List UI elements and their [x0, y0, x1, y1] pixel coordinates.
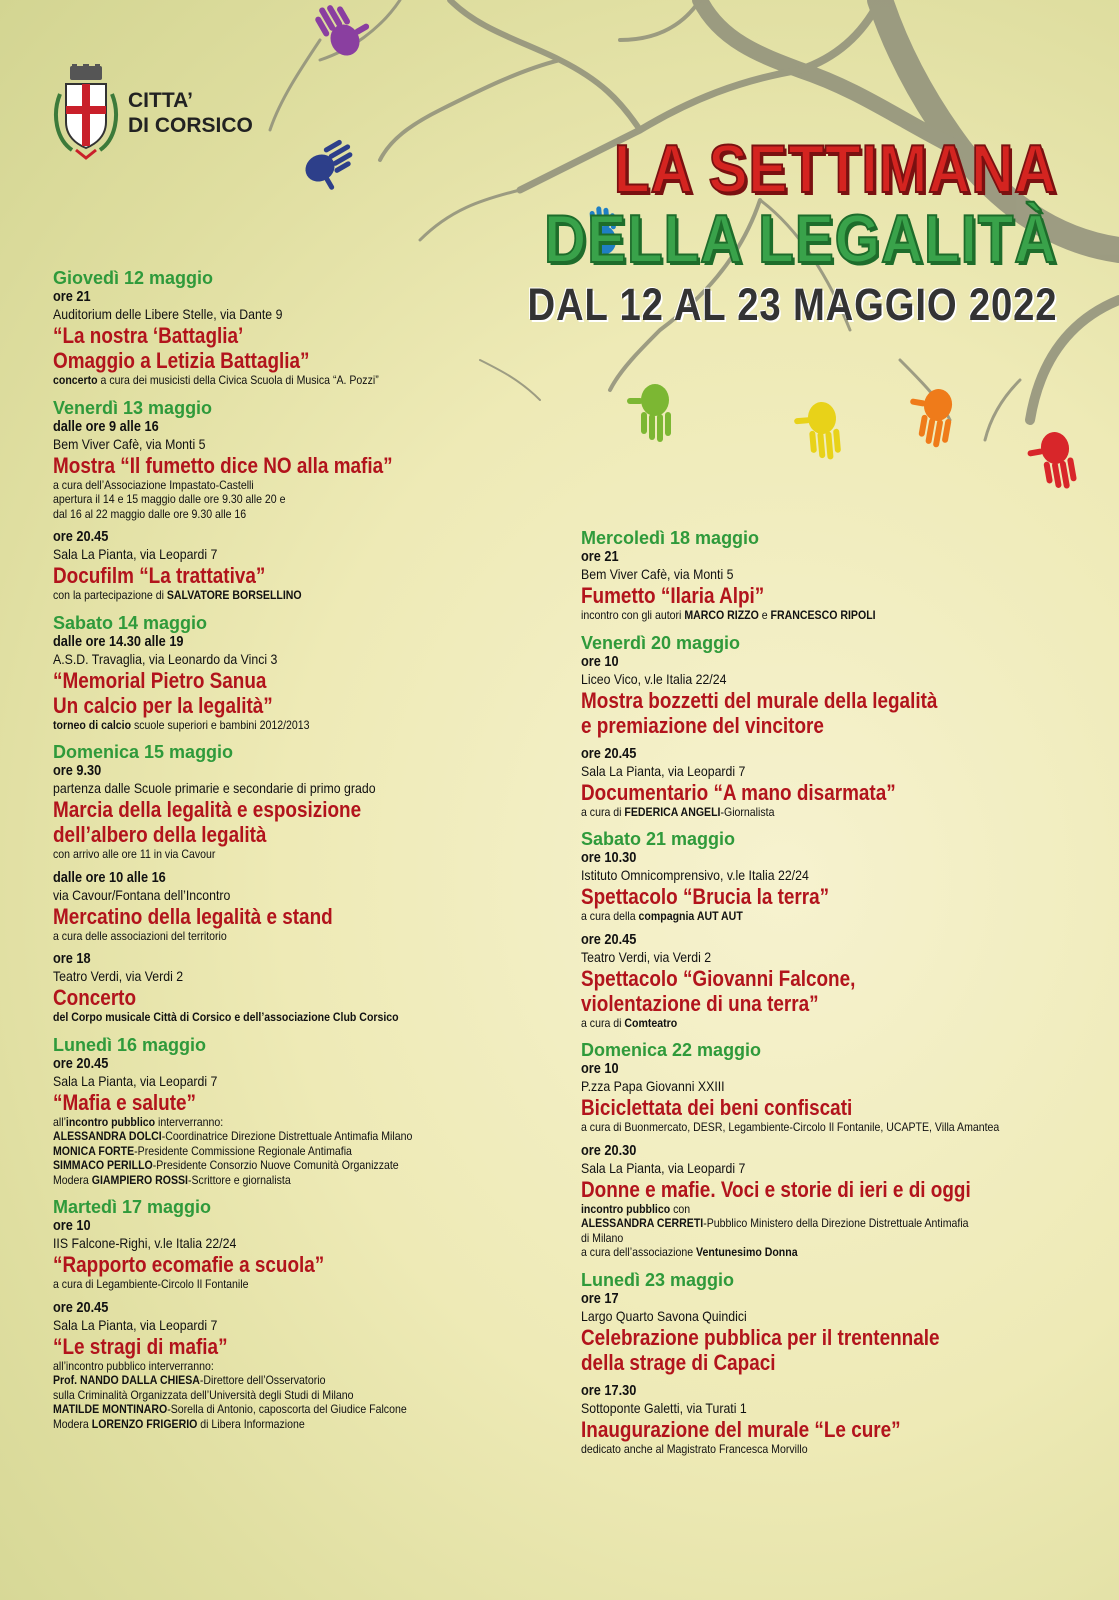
event-title: Spettacolo “Brucia la terra”: [581, 884, 830, 909]
day-block: [53, 742, 573, 1025]
event-place: IIS Falcone-Righi, v.le Italia 22/24: [53, 1235, 237, 1251]
event-time: ore 20.45: [53, 1055, 109, 1072]
event-note: Prof. NANDO DALLA CHIESA-Direttore dell’Osservatorio: [53, 1373, 326, 1387]
event-title: Inaugurazione del murale “Le cure”: [581, 1416, 901, 1442]
event-item: [53, 634, 573, 733]
event-note: Modera LORENZO FRIGERIO di Libera Informazione: [53, 1416, 305, 1431]
event-note: con la partecipazione di SALVATORE BORSELLINO: [53, 588, 302, 602]
day-block: [581, 1040, 1101, 1260]
event-item: [581, 1143, 1101, 1260]
day-title: Sabato 21 maggio: [581, 829, 736, 849]
event-note: Modera GIAMPIERO ROSSI-Scrittore e giornalista: [53, 1172, 291, 1187]
event-time: ore 10.30: [581, 850, 637, 866]
crest-icon: [52, 64, 120, 162]
event-item: [581, 1291, 1101, 1375]
day-title: Lunedì 23 maggio: [581, 1269, 735, 1290]
event-note: torneo di calcio scuole superiori e bambini 2012/2013: [53, 717, 310, 732]
event-place: Bem Viver Cafè, via Monti 5: [53, 435, 206, 452]
event-note: a cura di Comteatro: [581, 1015, 678, 1030]
event-time: dalle ore 14.30 alle 19: [53, 633, 184, 650]
event-title: Concerto: [53, 985, 137, 1010]
day-title: Venerdì 20 maggio: [581, 632, 741, 653]
event-item: [581, 746, 1101, 820]
event-item: [53, 289, 573, 388]
event-note: dedicato anche al Magistrato Francesca Morvillo: [581, 1441, 808, 1456]
title-line-1: LA SETTIMANA: [613, 131, 1057, 207]
event-time: ore 10: [581, 653, 619, 670]
day-title: Sabato 14 maggio: [53, 612, 208, 633]
event-title: Documentario “A mano disarmata”: [581, 779, 896, 805]
day-title: Domenica 15 maggio: [53, 742, 234, 762]
day-block: [581, 633, 1101, 820]
event-note: di Milano: [581, 1230, 624, 1245]
event-note: MATILDE MONTINARO-Sorella di Antonio, caposcorta del Giudice Falcone: [53, 1402, 407, 1416]
event-note: concerto a cura dei musicisti della Civica Scuola di Musica “A. Pozzi”: [53, 373, 379, 387]
event-time: ore 21: [581, 549, 619, 565]
event-note: dal 16 al 22 maggio dalle ore 9.30 alle 16: [53, 506, 247, 521]
event-item: [53, 1056, 573, 1188]
event-title: “Rapporto ecomafie a scuola”: [53, 1252, 325, 1277]
event-title: dell’albero della legalità: [53, 822, 267, 847]
day-block: [53, 1197, 573, 1431]
day-block: [53, 613, 573, 733]
event-title: Mercatino della legalità e stand: [53, 903, 333, 929]
event-place: Sala La Pianta, via Leopardi 7: [581, 762, 746, 779]
event-item: [581, 654, 1101, 738]
event-item: [53, 763, 573, 862]
event-place: Largo Quarto Savona Quindici: [581, 1307, 747, 1324]
event-note: sulla Criminalità Organizzata dell’Università degli Studi di Milano: [53, 1387, 354, 1402]
event-title: “Memorial Pietro Sanua: [53, 667, 267, 693]
day-block: [581, 829, 1101, 1030]
event-place: Auditorium delle Libere Stelle, via Dante 9: [53, 306, 283, 322]
event-title: Spettacolo “Giovanni Falcone,: [581, 965, 856, 991]
event-title: Biciclettata dei beni confiscati: [581, 1095, 853, 1120]
event-place: Istituto Omnicomprensivo, v.le Italia 22/24: [581, 867, 809, 883]
event-note: a cura di Buonmercato, DESR, Legambiente-Circolo Il Fontanile, UCAPTE, Villa Amantea: [581, 1120, 1000, 1134]
event-note: a cura della compagnia AUT AUT: [581, 909, 743, 923]
event-title: Omaggio a Letizia Battaglia”: [53, 348, 310, 373]
event-note: SIMMACO PERILLO-Presidente Consorzio Nuove Comunità Organizzate: [53, 1158, 399, 1172]
day-block: [53, 398, 573, 603]
event-time: ore 20.45: [581, 745, 637, 762]
event-title: Mostra bozzetti del murale della legalità: [581, 687, 938, 713]
event-item: [581, 932, 1101, 1031]
event-time: ore 20.30: [581, 1142, 637, 1159]
day-title: Venerdì 13 maggio: [53, 397, 213, 418]
event-note: con arrivo alle ore 11 in via Cavour: [53, 847, 216, 861]
event-item: [53, 870, 573, 944]
event-time: ore 17.30: [581, 1382, 637, 1399]
event-note: all’incontro pubblico interverranno:: [53, 1114, 224, 1129]
city-name-line2: DI CORSICO: [128, 114, 253, 137]
event-item: [53, 419, 573, 522]
event-time: ore 20.45: [53, 529, 109, 545]
event-title: Marcia della legalità e esposizione: [53, 797, 362, 822]
event-note: incontro pubblico con: [581, 1201, 691, 1216]
event-time: ore 20.45: [53, 1299, 109, 1316]
event-title: e premiazione del vincitore: [581, 712, 824, 738]
day-block: [581, 1270, 1101, 1457]
event-place: Sala La Pianta, via Leopardi 7: [53, 546, 218, 562]
day-title: Mercoledì 18 maggio: [581, 528, 760, 548]
event-time: ore 10: [581, 1061, 619, 1077]
event-item: [581, 549, 1101, 623]
city-logo: [52, 64, 253, 162]
day-block: [53, 1035, 573, 1188]
event-title: “Mafia e salute”: [53, 1089, 197, 1115]
event-time: ore 21: [53, 289, 91, 305]
event-note: apertura il 14 e 15 maggio dalle ore 9.30 alle 20 e: [53, 492, 286, 506]
event-item: [581, 1061, 1101, 1135]
event-title: Celebrazione pubblica per il trentennale: [581, 1324, 940, 1350]
city-name-line1: CITTA’: [128, 89, 193, 112]
event-place: Liceo Vico, v.le Italia 22/24: [581, 670, 727, 687]
event-title: Docufilm “La trattativa”: [53, 563, 266, 588]
event-time: ore 9.30: [53, 763, 102, 779]
event-place: Bem Viver Cafè, via Monti 5: [581, 566, 734, 582]
event-time: ore 18: [53, 951, 91, 967]
event-place: Sala La Pianta, via Leopardi 7: [581, 1159, 746, 1176]
event-time: dalle ore 10 alle 16: [53, 869, 166, 886]
event-note: incontro con gli autori MARCO RIZZO e FRANCESCO RIPOLI: [581, 608, 876, 622]
event-title: violentazione di una terra”: [581, 990, 819, 1016]
event-title: Donne e mafie. Voci e storie di ieri e di oggi: [581, 1176, 971, 1202]
day-title: Giovedì 12 maggio: [53, 268, 214, 288]
event-place: Teatro Verdi, via Verdi 2: [581, 948, 712, 965]
event-title: “La nostra ‘Battaglia’: [53, 323, 244, 348]
event-time: ore 17: [581, 1290, 619, 1307]
day-title: Lunedì 16 maggio: [53, 1034, 207, 1055]
event-time: ore 20.45: [581, 931, 637, 948]
event-note: MONICA FORTE-Presidente Commissione Regionale Antimafia: [53, 1143, 352, 1158]
schedule-left-column: [53, 268, 573, 1441]
event-place: A.S.D. Travaglia, via Leonardo da Vinci 3: [53, 650, 278, 667]
event-item: [53, 1218, 573, 1292]
title-line-2: DELLA LEGALITÀ: [543, 201, 1057, 277]
event-note: a cura delle associazioni del territorio: [53, 928, 227, 943]
event-title: Fumetto “Ilaria Alpi”: [581, 583, 765, 608]
schedule-right-column: [581, 528, 1101, 1466]
event-note: ALESSANDRA DOLCI-Coordinatrice Direzione Distrettuale Antimafia Milano: [53, 1129, 413, 1143]
event-place: P.zza Papa Giovanni XXIII: [581, 1078, 725, 1094]
event-item: [53, 529, 573, 603]
event-title: Un calcio per la legalità”: [53, 692, 273, 718]
event-item: [53, 951, 573, 1025]
day-block: [581, 528, 1101, 623]
event-time: dalle ore 9 alle 16: [53, 418, 159, 435]
day-title: Martedì 17 maggio: [53, 1197, 212, 1217]
event-time: ore 10: [53, 1218, 91, 1234]
event-note: a cura di Legambiente-Circolo Il Fontanile: [53, 1277, 249, 1291]
event-place: partenza dalle Scuole primarie e secondarie di primo grado: [53, 780, 376, 796]
day-block: [53, 268, 573, 388]
event-item: [581, 850, 1101, 924]
event-title: Mostra “Il fumetto dice NO alla mafia”: [53, 452, 393, 478]
event-title: della strage di Capaci: [581, 1349, 776, 1375]
event-place: Sala La Pianta, via Leopardi 7: [53, 1072, 218, 1089]
event-note: a cura di FEDERICA ANGELI-Giornalista: [581, 804, 775, 819]
event-note: all’incontro pubblico interverranno:: [53, 1358, 214, 1373]
day-title: Domenica 22 maggio: [581, 1040, 762, 1060]
title-dates: DAL 12 AL 23 MAGGIO 2022: [527, 279, 1057, 330]
event-place: Teatro Verdi, via Verdi 2: [53, 968, 184, 984]
event-place: via Cavour/Fontana dell’Incontro: [53, 886, 231, 903]
event-item: [53, 1300, 573, 1432]
event-note: a cura dell’Associazione Impastato-Castelli: [53, 477, 254, 492]
event-note: a cura dell’associazione Ventunesimo Donna: [581, 1245, 798, 1259]
event-item: [581, 1383, 1101, 1457]
event-place: Sala La Pianta, via Leopardi 7: [53, 1316, 218, 1333]
event-title: “Le stragi di mafia”: [53, 1333, 228, 1359]
event-note: ALESSANDRA CERRETI-Pubblico Ministero della Direzione Distrettuale Antimafia: [581, 1216, 969, 1230]
event-place: Sottoponte Galetti, via Turati 1: [581, 1399, 747, 1416]
event-note: del Corpo musicale Città di Corsico e dell’associazione Club Corsico: [53, 1010, 399, 1024]
